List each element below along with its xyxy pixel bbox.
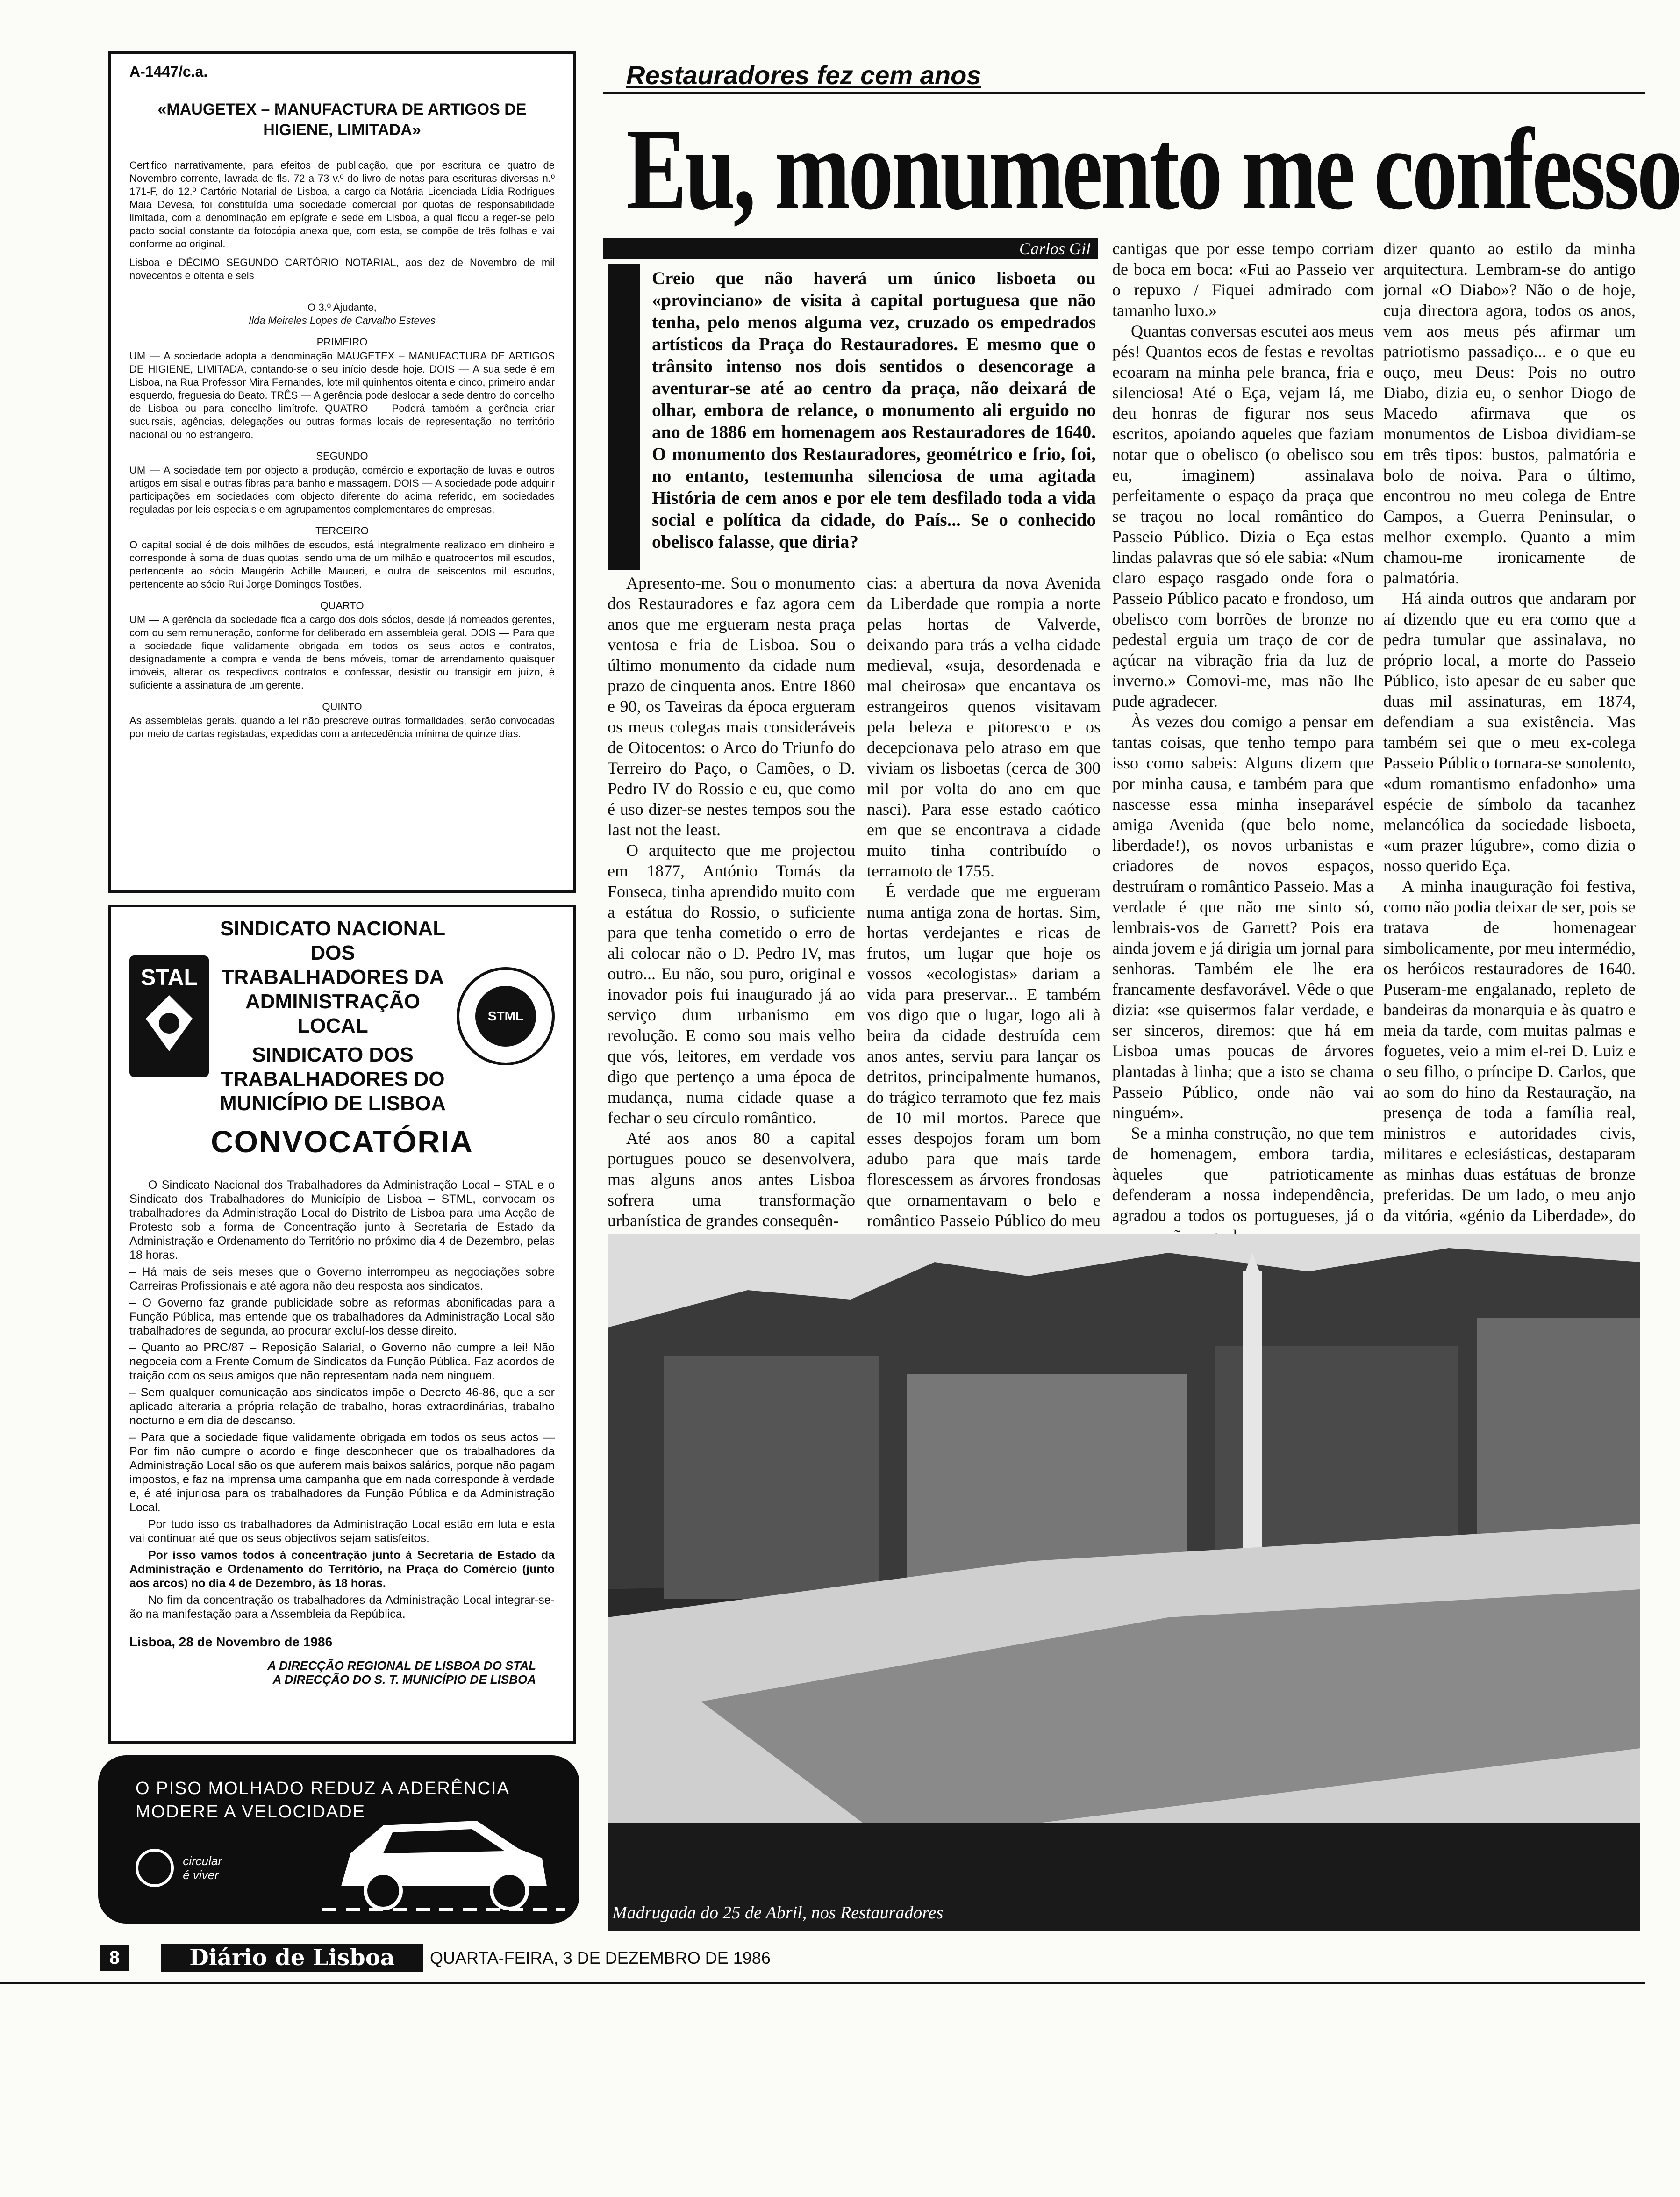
section-heading: QUINTO bbox=[322, 701, 362, 712]
union-name-stal: SINDICATO NACIONAL DOS TRABALHADORES DA ADMINISTRAÇÃO LOCAL bbox=[220, 917, 446, 1037]
stml-logo: STML bbox=[457, 967, 555, 1065]
ad-line-1: O PISO MOLHADO REDUZ A ADERÊNCIA bbox=[136, 1779, 510, 1798]
notice-sign-name: Ilda Meireles Lopes de Carvalho Esteves bbox=[249, 315, 436, 326]
section-heading: SEGUNDO bbox=[316, 450, 368, 462]
paragraph: Há ainda outros que andaram por aí dizendo que eu era como que a pedra tumular que assinalava, no próprio local, a morte do Passeio Público, isto apesar de eu saber que duas mil assinaturas, em 1874, defendiam a sua existência. Mas também sei que o meu ex-colega Passeio Público tornara-se sonolento, «dum romantismo enfadonho» uma espécie de símbolo da tacanhez melancólica da sociedade lisboeta, «um prazer lúgubre», como dizia o nosso querido Eça. bbox=[1383, 589, 1636, 875]
newspaper-name: Diário de Lisboa bbox=[189, 1945, 395, 1971]
union-intro: O Sindicato Nacional dos Trabalhadores da Administração Local – STAL e o Sindicato dos Trabalhadores do Município de Lisboa – STML, convocam os trabalhadores da Administração Local do Distrito de Lisboa para uma Acção de Protesto sob a forma de Concentração junto à Secretaria de Estado da Administração e Ordenamento do Território no próximo dia 4 de Dezembro, pelas 18 horas. bbox=[129, 1178, 555, 1262]
kicker-rule bbox=[603, 92, 1645, 94]
notice-ref: A-1447/c.a. bbox=[129, 63, 208, 80]
paragraph: É verdade que me ergueram numa antiga zona de hortas. Sim, hortas verdejantes e ricas de frutos, um lugar que hoje os vossos «ecologistas» dariam a vida para preservar... E também vos digo que o lugar, logo ali à beira da cidade destruída cem anos antes, serviu para lançar os detritos, principalmente humanos, do trágico terramoto que fez mais de 10 mil mortos. Parece que esses despojos foram um bom adubo para que mais tarde florescessem as árvores frondosas que ornamentavam o belo e romântico Passeio Público do meu bbox=[867, 882, 1101, 1230]
article-kicker: Restauradores fez cem anos bbox=[626, 60, 981, 90]
footer-rule bbox=[0, 1982, 1645, 1984]
paragraph: cias: a abertura da nova Avenida da Liberdade que rompia a norte pelas hortas de Valverde, deixando para trás a velha cidade medieval, «suja, desordenada e mal cheirosa» que encantava os estrangeiros quenos visitavam pela beleza e pitoresco e os decepcionava pelo atraso em que viviam os lisboetas (cerca de 300 mil por volta do ano em que nasci). Para esse estado caótico em que se encontrava a cidade muito tinha contribuído o terramoto de 1755. bbox=[867, 574, 1101, 880]
article-column-3 bbox=[1112, 238, 1374, 1225]
union-bullet: – Para que a sociedade fique validamente obrigada em todos os seus actos — Por fim não cumpre o acordo e finge desconhecer que os trabalhadores da Administração Local são os que auferem mais baixos salários, porque não pagam impostos, e faz na imprensa uma campanha que em nada corresponde à verdade e, é até injuriosa para os trabalhadores da Função Pública e da Administração Local. bbox=[129, 1431, 555, 1514]
stal-logo: STAL bbox=[129, 955, 209, 1077]
union-name-stml: SINDICATO DOS TRABALHADORES DO MUNICÍPIO DE LISBOA bbox=[219, 1043, 446, 1115]
paragraph: O arquitecto que me projectou em 1877, António Tomás da Fonseca, tinha aprendido muito com a estátua do Rossio, o suficiente para que tenha cometido o erro de ali colocar não o D. Pedro IV, mas outro... Eu não, sou puro, original e inovador pois fui inaugurado já ao serviço dum urbanismo em revolução. E como sou mais velho que vós, leitores, em verdade vos digo que pertenço a uma época de mudança, numa cidade quase a fechar o seu círculo romântico. bbox=[608, 841, 855, 1127]
legal-notice bbox=[108, 51, 576, 893]
photo-caption: Madrugada do 25 de Abril, nos Restauradores bbox=[612, 1903, 944, 1923]
road-safety-ad bbox=[98, 1755, 579, 1924]
union-bullet: – O Governo faz grande publicidade sobre as reformas abonificadas para a Função Pública, mas entende que os trabalhadores da Administração Local são trabalhadores de segunda, ao procurar excluí-los desse direito. bbox=[129, 1296, 555, 1337]
article-photo bbox=[608, 1234, 1640, 1931]
paragraph: Até aos anos 80 a capital portugues pouco se desenvolvera, mas alguns anos antes Lisboa sofrera uma transformação urbanística de grandes consequên- bbox=[608, 1129, 855, 1230]
notice-intro: Certifico narrativamente, para efeitos de publicação, que por escritura de quatro de Novembro corrente, lavrada de fls. 72 a 73 v.º do livro de notas para escrituras diversas n.º 171-F, do 12.º Cartório Notarial de Lisboa, a cargo da Notária Licenciada Lídia Rodrigues Maia Devesa, foi constituída uma sociedade comercial por quotas de responsabilidade limitada, com a denominação em epígrafe e sede em Lisboa, a qual ficou a reger-se pelo pacto social constante da fotocópia anexa que, com esta, se compõe de três folhas e vai conforme ao original. bbox=[129, 159, 555, 250]
union-p4: No fim da concentração os trabalhadores da Administração Local integrar-se-ão na manifestação para a Assembleia da República. bbox=[129, 1594, 555, 1621]
paragraph: Às vezes dou comigo a pensar em tantas coisas, que tenho tempo para isso como sabeis: Alguns dizem que por minha causa, e também para que nascesse essa minha inseparável amiga Avenida (que belo nome, liberdade!), os novos urbanistas e criadores de novos espaços, destruíram o romântico Passeio. Mas a verdade é que não me sinto só, lembrais-vos de Garrett? Pois era ainda jovem e já dirigia um jornal para senhoras. Também ele lhe era francamente desfavorável. Vêde o que dizia: «se quisermos falar verdade, e ser sinceros, diremos: que há em Lisboa umas poucas de árvores plantadas à linha; que a isto se chama Passeio Público, onde não vai ninguém». bbox=[1112, 712, 1374, 1122]
footer-date: QUARTA-FEIRA, 3 DE DEZEMBRO DE 1986 bbox=[430, 1948, 771, 1967]
car-illustration bbox=[322, 1797, 565, 1919]
union-p2: Por tudo isso os trabalhadores da Administração Local estão em luta e esta vai continuar até que os seus objectivos sejam satisfeitos. bbox=[129, 1518, 555, 1545]
union-p3: Por isso vamos todos à concentração junto à Secretaria de Estado da Administração e Ordenamento do Território, na Praça do Comércio (junto aos arcos) no dia 4 de Dezembro, às 18 horas. bbox=[129, 1549, 555, 1590]
ad-line-2: MODERE A VELOCIDADE bbox=[136, 1802, 366, 1822]
convocatoria-title: CONVOCATÓRIA bbox=[211, 1124, 473, 1159]
paragraph: A minha inauguração foi festiva, como não podia deixar de ser, pois se tratava de homenagear simbolicamente, por meu intermédio, os heróicos restauradores de 1640. Puseram-me engalanado, repleto de bandeiras da monarquia e às quatro e meia da tarde, com muitas palmas e foguetes, veio a mim el-rei D. Luiz e o seu filho, o príncipe D. Carlos, que ao som do hino da Restauração, na presença de toda a família real, ministros e autoridades civis, militares e eclesiásticas, destaparam as minhas duas estátuas de bronze preferidas. De um lado, o meu anjo da vitória, «génio da Liberdade», do bbox=[1383, 877, 1636, 1225]
section-text: UM — A sociedade tem por objecto a produção, comércio e exportação de luvas e outros artigos em sisal e outras fibras para banho e massagem. DOIS — A sociedade pode adquirir participações em sociedades com objecto diferente do acima referido, em sociedades reguladas por leis especiais e em agrupamentos complementares de empresas. bbox=[129, 464, 555, 515]
article-column-4 bbox=[1383, 238, 1636, 1225]
section-heading: QUARTO bbox=[320, 600, 364, 611]
union-bullet: – Há mais de seis meses que o Governo interrompeu as negociações sobre Carreiras Profissionais e até agora não deu resposta aos sindicatos. bbox=[129, 1265, 555, 1292]
article-lead: Creio que não haverá um único lisboeta ou «provinciano» de visita à capital portuguesa que não tenha, pelo menos alguma vez, cruzado os empedrados artísticos da Praça do Restauradores. E mesmo que o trânsito intenso nos dois sentidos o desencorage a aventurar-se até ao centro da praça, não deixará de olhar, embora de relance, o monumento ali erguido no ano de 1886 em homenagem aos Restauradores de 1640. O monumento dos Restauradores, geométrico e frio, foi, no entanto, testemunha silenciosa de uma agitada História de cem anos e por ele tem desfilado toda a vida social e política da cidade, do País... Se o conhecido obelisco falasse, que diria? bbox=[652, 268, 1096, 552]
paragraph: Quantas conversas escutei aos meus pés! Quantos ecos de festas e revoltas ecoaram na minha pele branca, fria e silenciosa! Até o Eça, vejam lá, me deu honras de figurar nos seus escritos, apoiando aqueles que faziam notar que o obelisco (o obelisco sou eu, imaginem) assinalava perfeitamente o espaço da praça que se traçou no local romântico do Passeio Público. Dizia o Eça estas lindas palavras que só ele sabia: «Num claro espaço rasgado onde fora o Passeio Público pacato e frondoso, um obelisco com borrões de bronze no pedestal erguia um traço de cor de açúcar na vibração fria da luz de inverno.» Comovi-me, mas não lhe pude agradecer. bbox=[1112, 322, 1374, 711]
lead-bar bbox=[608, 264, 640, 570]
notice-place: Lisboa e DÉCIMO SEGUNDO CARTÓRIO NOTARIAL, aos dez de Novembro de mil novecentos e oitenta e seis bbox=[129, 257, 555, 281]
union-sign-stml: A DIRECÇÃO DO S. T. MUNICÍPIO DE LISBOA bbox=[272, 1673, 536, 1687]
notice-sign-role: O 3.º Ajudante, bbox=[307, 302, 377, 313]
union-convocation bbox=[108, 905, 576, 1744]
union-bullet: – Sem qualquer comunicação aos sindicatos impõe o Decreto 46-86, que a ser aplicado alteraria a própria relação de trabalho, horas extraordinárias, trabalho nocturno e em dia de descanso. bbox=[129, 1386, 555, 1427]
union-sign-stal: A DIRECÇÃO REGIONAL DE LISBOA DO STAL bbox=[267, 1659, 536, 1673]
section-text: O capital social é de dois milhões de escudos, está integralmente realizado em dinheiro e corresponde à soma de duas quotas, sendo uma de um milhão e quatrocentos mil escudos, pertencente ao sócio Maugério Achille Mauceri, e outra de seiscentos mil escudos, pertencente ao sócio Rui Jorge Domingos Tostões. bbox=[129, 539, 555, 590]
paragraph: dizer quanto ao estilo da minha arquitectura. Lembram-se do antigo jornal «O Diabo»? Não o de hoje, cuja directora agora, todos os anos, vem aos meus pés afirmar um patriotismo passadiço... e o que eu ouço, meu Deus: Pois no outro Diabo, dizia eu, o senhor Diogo de Macedo afirmava que os monumentos de Lisboa dividiam-se em três tipos: bustos, palmatória e bolo de noiva. Para o último, encontrou no meu colega de Entre Campos, a Guerra Peninsular, o melhor exemplo. Quanto a mim chamou-me ironicamente de palmatória. bbox=[1383, 239, 1636, 587]
section-text: UM — A gerência da sociedade fica a cargo dos dois sócios, desde já nomeados gerentes, com ou sem remuneração, conforme for deliberado em assembleia geral. DOIS — Para que a sociedade fique validamente obrigada em todos os seus actos e contratos, designadamente a compra e venda de bens móveis, tomar de arrendamento quaisquer imóveis, alterar os respectivos contratos e confessar, desistir ou transigir em juízo, é suficiente a assinatura de um gerente. bbox=[129, 614, 555, 691]
paragraph: Se a minha construção, no que tem de homenagem, embora tardia, àqueles que patrioticamente defenderam a nossa independência, agradou a todos os portugueses, já o bbox=[1112, 1124, 1374, 1225]
article-column-1 bbox=[608, 573, 855, 1230]
article-byline: Carlos Gil bbox=[603, 238, 1098, 259]
paragraph: Apresento-me. Sou o monumento dos Restauradores e faz agora cem anos que me ergueram nesta praça ventosa e fria de Lisboa. Sou o último monumento da cidade num prazo de cinquenta anos. Entre 1860 e 90, os Taveiras da época ergueram os meus colegas mais consideráveis de Oitocentos: o Arco do Triunfo do Terreiro do Paço, o Camões, o D. Pedro IV do Rossio e eu, que como é uso dizer-se nestes tempos sou the last not the least. bbox=[608, 574, 855, 839]
article-headline: Eu, monumento me confesso bbox=[626, 105, 1680, 234]
page-number: 8 bbox=[100, 1945, 129, 1971]
section-heading: PRIMEIRO bbox=[316, 336, 368, 348]
union-bullet: – Quanto ao PRC/87 – Reposição Salarial, o Governo não cumpre a lei! Não negoceia com a Frente Comum de Sindicatos da Função Pública. Faz acordos de traição com os seus amigos que não representam nada nem ninguém. bbox=[129, 1341, 555, 1382]
section-heading: TERCEIRO bbox=[315, 525, 369, 537]
notice-title: «MAUGETEX – MANUFACTURA DE ARTIGOS DE HIGIENE, LIMITADA» bbox=[157, 101, 527, 139]
paragraph: cantigas que por esse tempo corriam de boca em boca: «Fui ao Passeio ver o repuxo / Fiquei admirado com tamanho luxo.» bbox=[1112, 239, 1374, 320]
circular-logo: circular é viver bbox=[136, 1849, 222, 1887]
section-text: UM — A sociedade adopta a denominação MAUGETEX – MANUFACTURA DE ARTIGOS DE HIGIENE, LIMITADA, contando-se o seu início desde hoje. DOIS — A sua sede é em Lisboa, na Rua Professor Mira Fernandes, lote mil quinhentos oitenta e cinco, primeiro andar esquerdo, freguesia do Beato. TRÊS — A gerência pode deslocar a sede dentro do concelho de Lisboa ou para concelho limítrofe. QUATRO — Poderá também a gerência criar sucursais, agências, delegações ou outras formas locais de representação, no território nacional ou no estrangeiro. bbox=[129, 350, 555, 440]
photo-illustration bbox=[608, 1234, 1640, 1931]
union-date: Lisboa, 28 de Novembro de 1986 bbox=[129, 1635, 333, 1649]
section-text: As assembleias gerais, quando a lei não prescreve outras formalidades, serão convocadas por meio de cartas registadas, expedidas com a antecedência mínima de quinze dias. bbox=[129, 715, 555, 740]
article-column-2 bbox=[867, 573, 1101, 1230]
footer-masthead bbox=[161, 1944, 423, 1972]
